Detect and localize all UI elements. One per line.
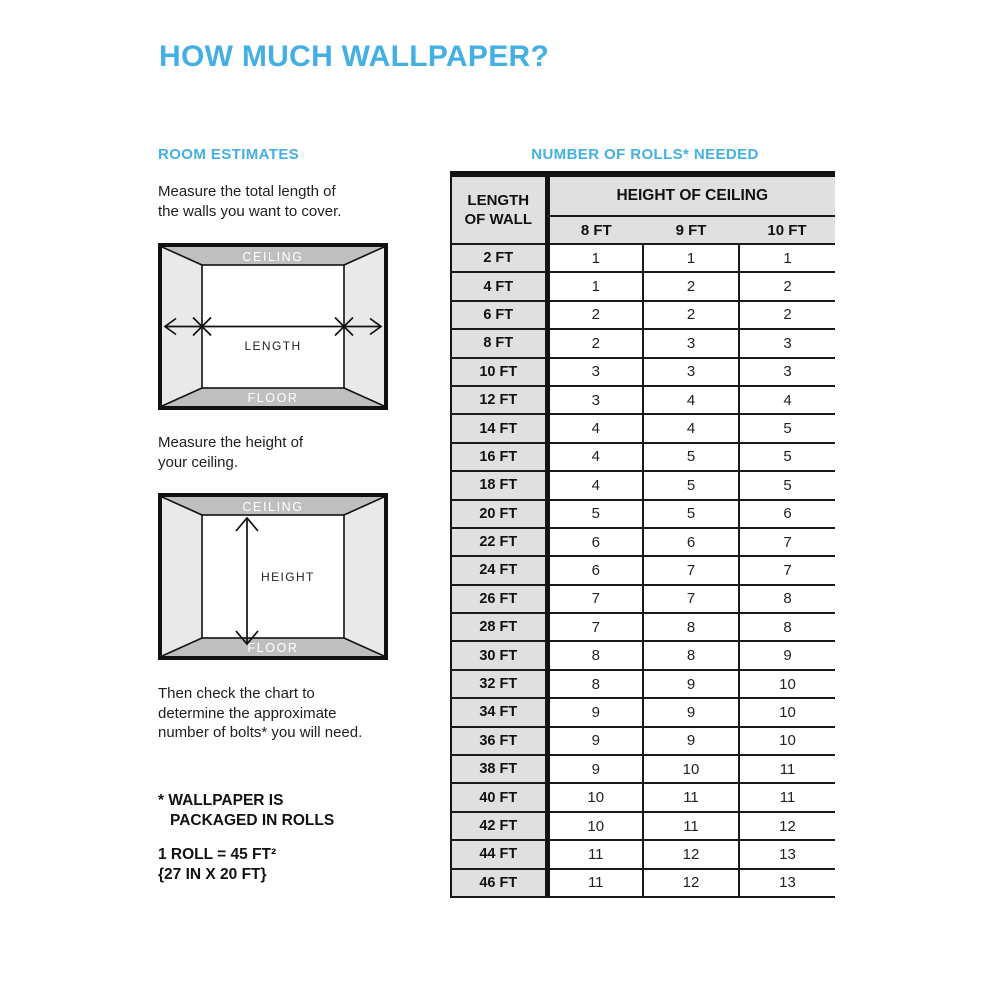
floor-label: FLOOR: [247, 391, 299, 405]
rolls-count-cell: 7: [739, 556, 835, 584]
rolls-table-body: [451, 244, 835, 897]
rolls-count-cell: 5: [643, 500, 739, 528]
room-estimates-heading: ROOM ESTIMATES: [158, 146, 300, 163]
rolls-count-cell: 3: [643, 329, 739, 357]
wall-length-cell: 16 FT: [451, 443, 547, 471]
wall-length-cell: 42 FT: [451, 812, 547, 840]
length-of-wall-line1: LENGTH: [467, 192, 530, 209]
rolls-count-cell: 9: [643, 727, 739, 755]
rolls-count-cell: 4: [643, 414, 739, 442]
step3-instructions: [158, 684, 362, 743]
step3-line2: determine the approximate: [158, 704, 337, 722]
rolls-count-cell: 2: [547, 301, 643, 329]
rolls-count-cell: 9: [643, 670, 739, 698]
height-of-ceiling-header: HEIGHT OF CEILING: [547, 174, 835, 216]
rolls-count-cell: 12: [643, 840, 739, 868]
rolls-count-cell: 8: [547, 670, 643, 698]
height-diagram-svg: [162, 497, 384, 656]
step3-line3: number of bolts* you will need.: [158, 724, 363, 741]
height-diagram: [158, 493, 388, 660]
step1-line2: the walls you want to cover.: [158, 202, 342, 220]
rolls-count-cell: 10: [547, 783, 643, 811]
table-row: [451, 272, 835, 300]
length-of-wall-header: [451, 174, 547, 244]
length-of-wall-line2: OF WALL: [464, 211, 532, 228]
step3-line1: Then check the chart to: [158, 685, 315, 702]
rolls-count-cell: 1: [643, 244, 739, 272]
roll-size-line1: 1 ROLL = 45 FT²: [158, 846, 277, 863]
rolls-count-cell: 11: [547, 840, 643, 868]
wall-length-cell: 22 FT: [451, 528, 547, 556]
rolls-count-cell: 8: [547, 641, 643, 669]
rolls-count-cell: 10: [739, 727, 835, 755]
rolls-count-cell: 7: [739, 528, 835, 556]
wall-length-cell: 4 FT: [451, 272, 547, 300]
table-row: [451, 301, 835, 329]
column-header-10ft: 10 FT: [739, 216, 835, 244]
rolls-count-cell: 5: [739, 443, 835, 471]
footnote-line2: PACKAGED IN ROLLS: [170, 811, 335, 829]
table-row: [451, 500, 835, 528]
wall-length-cell: 2 FT: [451, 244, 547, 272]
rolls-count-cell: 1: [739, 244, 835, 272]
rolls-needed-heading: NUMBER OF ROLLS* NEEDED: [531, 146, 759, 163]
column-header-8ft: 8 FT: [547, 216, 643, 244]
rolls-count-cell: 11: [547, 869, 643, 897]
wall-length-cell: 44 FT: [451, 840, 547, 868]
rolls-count-cell: 12: [643, 869, 739, 897]
rolls-count-cell: 1: [547, 244, 643, 272]
rolls-count-cell: 6: [739, 500, 835, 528]
rolls-count-cell: 3: [547, 386, 643, 414]
wall-length-cell: 30 FT: [451, 641, 547, 669]
rolls-count-cell: 11: [643, 783, 739, 811]
rolls-count-cell: 7: [643, 585, 739, 613]
table-row: [451, 783, 835, 811]
rolls-count-cell: 9: [739, 641, 835, 669]
table-row: [451, 727, 835, 755]
wall-length-cell: 24 FT: [451, 556, 547, 584]
table-row: [451, 869, 835, 897]
wall-length-cell: 12 FT: [451, 386, 547, 414]
rolls-count-cell: 12: [739, 812, 835, 840]
table-row: [451, 840, 835, 868]
rolls-count-cell: 4: [643, 386, 739, 414]
table-row: [451, 641, 835, 669]
rolls-count-cell: 5: [643, 471, 739, 499]
table-row: [451, 670, 835, 698]
table-row: [451, 386, 835, 414]
rolls-table-head: [451, 174, 835, 244]
table-row: [451, 443, 835, 471]
footnote-line1: * WALLPAPER IS: [158, 792, 284, 809]
right-wall: [344, 497, 384, 656]
page-title: HOW MUCH WALLPAPER?: [159, 40, 550, 73]
wall-length-cell: 34 FT: [451, 698, 547, 726]
rolls-count-cell: 3: [739, 358, 835, 386]
rolls-count-cell: 5: [643, 443, 739, 471]
rolls-count-cell: 3: [547, 358, 643, 386]
rolls-count-cell: 10: [547, 812, 643, 840]
rolls-count-cell: 6: [643, 528, 739, 556]
rolls-count-cell: 6: [547, 528, 643, 556]
ceiling-label: CEILING: [242, 250, 304, 264]
roll-size-line2: {27 IN X 20 FT}: [158, 865, 267, 883]
rolls-count-cell: 2: [547, 329, 643, 357]
step1-line1: Measure the total length of: [158, 183, 336, 200]
rolls-count-cell: 8: [643, 613, 739, 641]
rolls-count-cell: 13: [739, 840, 835, 868]
left-wall: [162, 497, 202, 656]
rolls-count-cell: 8: [739, 613, 835, 641]
step2-line1: Measure the height of: [158, 434, 304, 451]
rolls-footnote: [158, 791, 334, 830]
wall-length-cell: 14 FT: [451, 414, 547, 442]
table-row: [451, 329, 835, 357]
table-row: [451, 812, 835, 840]
rolls-count-cell: 2: [739, 301, 835, 329]
rolls-count-cell: 10: [739, 670, 835, 698]
wall-length-cell: 46 FT: [451, 869, 547, 897]
rolls-count-cell: 10: [739, 698, 835, 726]
rolls-count-cell: 7: [547, 585, 643, 613]
column-header-9ft: 9 FT: [643, 216, 739, 244]
wall-length-cell: 40 FT: [451, 783, 547, 811]
roll-size-info: [158, 845, 276, 884]
rolls-count-cell: 9: [547, 727, 643, 755]
table-row: [451, 613, 835, 641]
step1-instructions: [158, 182, 341, 221]
rolls-count-cell: 2: [739, 272, 835, 300]
table-row: [451, 556, 835, 584]
rolls-count-cell: 11: [739, 783, 835, 811]
step2-line2: your ceiling.: [158, 453, 239, 471]
rolls-count-cell: 10: [643, 755, 739, 783]
wall-length-cell: 36 FT: [451, 727, 547, 755]
wall-length-cell: 32 FT: [451, 670, 547, 698]
length-label: LENGTH: [244, 339, 302, 353]
rolls-count-cell: 2: [643, 272, 739, 300]
rolls-count-cell: 6: [547, 556, 643, 584]
rolls-table-container: [450, 171, 835, 898]
table-row: [451, 471, 835, 499]
rolls-count-cell: 3: [643, 358, 739, 386]
table-row: [451, 755, 835, 783]
rolls-table: [450, 171, 835, 898]
rolls-count-cell: 5: [739, 471, 835, 499]
rolls-count-cell: 1: [547, 272, 643, 300]
ceiling-label: CEILING: [242, 500, 304, 514]
wall-length-cell: 6 FT: [451, 301, 547, 329]
rolls-count-cell: 8: [739, 585, 835, 613]
wall-length-cell: 8 FT: [451, 329, 547, 357]
height-label: HEIGHT: [261, 570, 315, 584]
rolls-count-cell: 9: [547, 698, 643, 726]
length-diagram-svg: [162, 247, 384, 406]
rolls-count-cell: 5: [547, 500, 643, 528]
floor-label: FLOOR: [247, 641, 299, 655]
table-row: [451, 414, 835, 442]
wall-length-cell: 18 FT: [451, 471, 547, 499]
wall-length-cell: 20 FT: [451, 500, 547, 528]
rolls-count-cell: 3: [739, 329, 835, 357]
rolls-count-cell: 8: [643, 641, 739, 669]
step2-instructions: [158, 433, 303, 472]
rolls-count-cell: 7: [547, 613, 643, 641]
table-row: [451, 585, 835, 613]
length-diagram: [158, 243, 388, 410]
rolls-count-cell: 4: [739, 386, 835, 414]
rolls-count-cell: 4: [547, 414, 643, 442]
rolls-count-cell: 4: [547, 471, 643, 499]
rolls-count-cell: 11: [739, 755, 835, 783]
table-row: [451, 244, 835, 272]
rolls-count-cell: 2: [643, 301, 739, 329]
wall-length-cell: 10 FT: [451, 358, 547, 386]
rolls-count-cell: 11: [643, 812, 739, 840]
rolls-count-cell: 13: [739, 869, 835, 897]
rolls-count-cell: 9: [547, 755, 643, 783]
table-row: [451, 528, 835, 556]
wall-length-cell: 28 FT: [451, 613, 547, 641]
wall-length-cell: 38 FT: [451, 755, 547, 783]
rolls-count-cell: 5: [739, 414, 835, 442]
wall-length-cell: 26 FT: [451, 585, 547, 613]
rolls-count-cell: 4: [547, 443, 643, 471]
table-row: [451, 358, 835, 386]
rolls-count-cell: 9: [643, 698, 739, 726]
rolls-count-cell: 7: [643, 556, 739, 584]
table-row: [451, 698, 835, 726]
